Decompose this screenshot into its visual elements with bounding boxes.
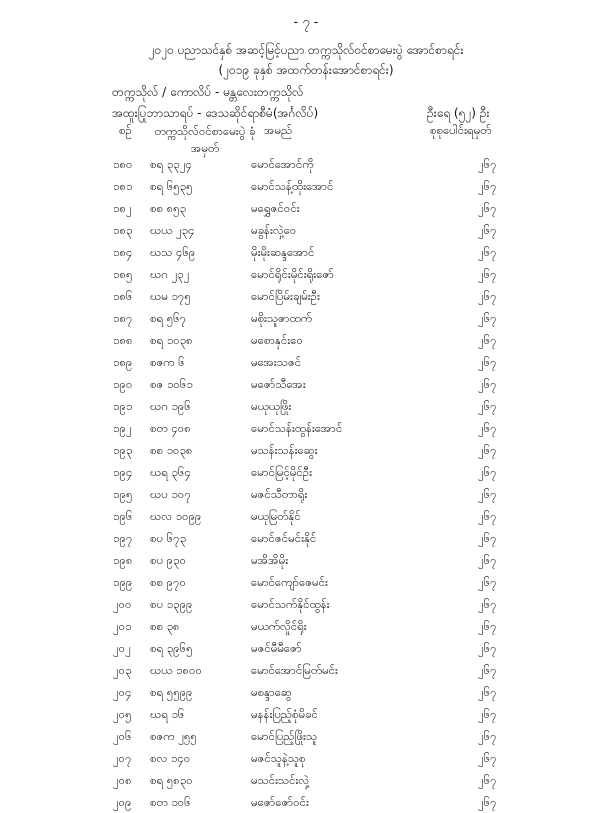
table-row <box>0 483 612 505</box>
table-row <box>0 307 612 329</box>
name-cell: မောင်သန်းထွန်းအောင် <box>251 421 343 435</box>
total-marks-cell: ၂၆၇ <box>478 509 497 523</box>
name-cell: မစောနှင်းဝေ <box>251 333 303 347</box>
serial-cell: ၁၈၂ <box>113 201 132 215</box>
name-cell: မရွှေဇင်ဝင်း <box>251 201 300 215</box>
roll-number-cell: စလ ၁၄၀ <box>150 751 191 765</box>
serial-cell: ၁၉၄ <box>113 465 133 479</box>
roll-number-cell: ဃဂ ၂၃၂ <box>150 267 190 281</box>
table-row <box>0 373 612 395</box>
serial-cell: ၁၈၀ <box>113 157 133 171</box>
roll-number-cell: စပ ၁၃၉၉ <box>150 597 193 611</box>
table-row <box>0 637 612 659</box>
total-marks-cell: ၂၆၇ <box>478 443 497 457</box>
serial-cell: ၁၈၈ <box>113 333 133 347</box>
page-number: - ၇ - <box>293 15 319 30</box>
name-cell: မသင်းသင်းလှဲ့ <box>251 773 310 787</box>
table-row <box>0 725 612 747</box>
name-cell: မဇော်သီအေး <box>251 377 306 391</box>
name-cell: မစိုးသူဇာထက် <box>251 311 313 325</box>
table-row <box>0 241 612 263</box>
serial-cell: ၁၉၂ <box>113 421 132 435</box>
roll-number-cell: စဇက ၂၅၅ <box>150 729 197 743</box>
roll-number-cell: ဃလ ၁၀၉၉ <box>150 509 202 523</box>
table-row <box>0 615 612 637</box>
serial-cell: ၁၈၁ <box>113 179 133 193</box>
total-marks-cell: ၂၆၇ <box>478 531 497 545</box>
table-row <box>0 549 612 571</box>
name-cell: မအိအိမိုး <box>251 553 289 567</box>
major-subject-line: အထူးပြုဘာသာရပ် - ဒေသဆိုင်ရာစီမံ(အင်္ဂလိပ်) <box>112 106 319 120</box>
roll-number-cell: စရ ၃၃၂၄ <box>150 157 192 171</box>
name-cell: မခွန်းလှဲ့ဝေ <box>251 223 297 237</box>
roll-number-cell: စစ ၉၇၀ <box>150 575 186 589</box>
name-cell: မောင်ပြိမ်းချမ်းဦး <box>251 289 320 303</box>
table-row <box>0 153 612 175</box>
serial-cell: ၂၀၀ <box>113 597 132 611</box>
table-row <box>0 175 612 197</box>
name-cell: မဇော်ဇော်ဝင်း <box>251 795 309 809</box>
total-marks-cell: ၂၆၇ <box>478 575 497 589</box>
name-cell: မောင်ပြည့်ဖြိုးသူ <box>251 729 318 743</box>
roll-number-cell: ဃရ ၃၆၄ <box>150 465 191 479</box>
header-serial: စဉ် <box>119 123 132 137</box>
roll-number-cell: စစ ၃၈ <box>150 619 180 633</box>
name-cell: မောင်မြင့်မိုင်ဦး <box>251 465 313 479</box>
table-row <box>0 681 612 703</box>
total-marks-cell: ၂၆၇ <box>478 377 497 391</box>
total-marks-cell: ၂၆၇ <box>478 421 497 435</box>
total-marks-cell: ၂၆၇ <box>478 399 497 413</box>
total-marks-cell: ၂၆၇ <box>478 245 497 259</box>
serial-cell: ၂၀၆ <box>113 729 132 743</box>
roll-number-cell: စပ ၉၃၀ <box>150 553 187 567</box>
roll-number-cell: စရ ၆၅၃၅ <box>150 179 193 193</box>
table-row <box>0 263 612 285</box>
total-marks-cell: ၂၆၇ <box>478 597 497 611</box>
table-row <box>0 703 612 725</box>
roll-number-cell: စရ ၅၆၇ <box>150 311 187 325</box>
serial-cell: ၂၀၂ <box>113 641 131 655</box>
roll-number-cell: ဃယ ၁၈၀၀ <box>150 663 203 677</box>
serial-cell: ၁၉၃ <box>113 443 133 457</box>
table-row <box>0 395 612 417</box>
total-marks-cell: ၂၆၇ <box>478 751 497 765</box>
name-cell: မနန်းပြည့်စုံမိခင် <box>251 707 318 721</box>
document-subtitle-year: (၂၀၁၉ ခုနှစ် အထက်တန်းအောင်စာရင်း) <box>218 63 394 77</box>
name-cell: မောင်အောင်မြတ်မင်း <box>251 663 338 677</box>
table-row <box>0 527 612 549</box>
table-row <box>0 197 612 219</box>
table-row <box>0 659 612 681</box>
table-row <box>0 219 612 241</box>
total-marks-cell: ၂၆၇ <box>478 333 497 347</box>
name-cell: မဇင်သီတာရိုး <box>251 487 308 501</box>
serial-cell: ၁၈၅ <box>113 267 133 281</box>
roll-number-cell: စရ ၅၈၃၀ <box>150 773 193 787</box>
table-row <box>0 417 612 439</box>
total-marks-cell: ၂၆၇ <box>478 773 497 787</box>
name-cell: မသန်းသန်းဆွေး <box>251 443 318 457</box>
header-name: အမည် <box>264 123 293 137</box>
roll-number-cell: ဃသ ၄၆၉ <box>150 245 196 259</box>
header-total-marks: စုစုပေါင်းရမှတ် <box>430 123 492 137</box>
total-marks-cell: ၂၆၇ <box>478 619 497 633</box>
serial-cell: ၂၀၃ <box>113 663 132 677</box>
name-cell: မောင်အောင်ကို <box>251 157 314 171</box>
table-row <box>0 791 612 813</box>
roll-number-cell: စစ ၈၅၃ <box>150 201 187 215</box>
table-row <box>0 571 612 593</box>
roll-number-cell: စတ ၄၀၈ <box>150 421 191 435</box>
serial-cell: ၁၈၇ <box>113 311 133 325</box>
table-row <box>0 439 612 461</box>
total-marks-cell: ၂၆၇ <box>478 465 497 479</box>
roll-number-cell: စတ ၁၀၆ <box>150 795 191 809</box>
serial-cell: ၂၀၅ <box>113 707 132 721</box>
serial-cell: ၁၉၉ <box>113 575 133 589</box>
roll-number-cell: ဃမ ၁၇၅ <box>150 289 191 303</box>
name-cell: မဇင်မီမီဇော် <box>251 641 302 655</box>
table-row <box>0 505 612 527</box>
table-row <box>0 461 612 483</box>
results-list <box>0 153 612 813</box>
roll-number-cell: ဃယ ၂၃၄ <box>150 223 195 237</box>
table-row <box>0 329 612 351</box>
serial-cell: ၁၈၆ <box>113 289 133 303</box>
roll-number-cell: စဇက ၆ <box>150 355 185 369</box>
total-count: ဦးရေ (၅၂) ဦး <box>427 106 490 120</box>
name-cell: မိုးမိုးဆန္ဒအောင် <box>251 245 315 259</box>
total-marks-cell: ၂၆၇ <box>478 267 497 281</box>
name-cell: မောင်သန့်ထိုးအောင် <box>251 179 334 193</box>
roll-number-cell: စရ ၁၀၃၈ <box>150 333 193 347</box>
serial-cell: ၂၀၉ <box>113 795 132 809</box>
total-marks-cell: ၂၆၇ <box>478 487 497 501</box>
total-marks-cell: ၂၆၇ <box>478 641 497 655</box>
serial-cell: ၁၈၄ <box>113 245 133 259</box>
serial-cell: ၁၈၃ <box>113 223 133 237</box>
total-marks-cell: ၂၆၇ <box>478 663 497 677</box>
university-line: တက္ကသိုလ် / ကောလိပ် - မန္တလေးတက္ကသိုလ် <box>112 85 304 99</box>
document-title: ၂၀၂၀ ပညာသင်နှစ် အဆင့်မြင့်ပညာ တက္ကသိုလ်ဝင်စာမေးပွဲ အောင်စာရင်း <box>148 43 464 57</box>
table-row <box>0 285 612 307</box>
total-marks-cell: ၂၆၇ <box>478 289 497 303</box>
serial-cell: ၁၉၀ <box>113 377 133 391</box>
total-marks-cell: ၂၆၇ <box>478 553 497 567</box>
roll-number-cell: စပ ၆၇၃ <box>150 531 187 545</box>
serial-cell: ၂၀၈ <box>113 773 132 787</box>
name-cell: မောင်ကျော်ဇေမင်း <box>251 575 328 589</box>
table-row <box>0 769 612 791</box>
name-cell: မောင်ဇင်မင်းနိုင် <box>251 531 317 545</box>
serial-cell: ၂၀၁ <box>113 619 132 633</box>
name-cell: မယုမြတ်နိုင် <box>251 509 301 523</box>
roll-number-cell: စစ ၁၀၃၈ <box>150 443 193 457</box>
total-marks-cell: ၂၆၇ <box>478 201 497 215</box>
serial-cell: ၂၀၇ <box>113 751 132 765</box>
total-marks-cell: ၂၆၇ <box>478 179 497 193</box>
serial-cell: ၂၀၄ <box>113 685 132 699</box>
total-marks-cell: ၂၆၇ <box>478 685 497 699</box>
serial-cell: ၁၉၈ <box>113 553 133 567</box>
name-cell: မယက်လှိုင်ရိုး <box>251 619 307 633</box>
serial-cell: ၁၉၅ <box>113 487 133 501</box>
serial-cell: ၁၉၁ <box>113 399 133 413</box>
roll-number-cell: စရ ၅၅၉၉ <box>150 685 193 699</box>
table-row <box>0 593 612 615</box>
total-marks-cell: ၂၆၇ <box>478 795 497 809</box>
serial-cell: ၁၈၉ <box>113 355 133 369</box>
total-marks-cell: ၂၆၇ <box>478 355 497 369</box>
table-row <box>0 351 612 373</box>
name-cell: မယုယုဖြိုး <box>251 399 292 413</box>
name-cell: မအေးသဇင် <box>251 355 302 369</box>
table-row <box>0 747 612 769</box>
total-marks-cell: ၂၆၇ <box>478 157 497 171</box>
total-marks-cell: ၂၆၇ <box>478 707 497 721</box>
roll-number-cell: ဃရ ၁၆ <box>150 707 185 721</box>
serial-cell: ၁၉၆ <box>113 509 133 523</box>
name-cell: မစန္ဒာဆွေ <box>251 685 292 699</box>
name-cell: မောင်သက်နိုင်ထွန်း <box>251 597 330 611</box>
header-roll-number: တက္ကသိုလ်ဝင်စာမေးပွဲ ခုံအမှတ် <box>154 124 256 155</box>
name-cell: မောင်ရိုင်းမိုင်းရိုးဇော် <box>251 267 335 281</box>
total-marks-cell: ၂၆၇ <box>478 311 497 325</box>
roll-number-cell: ဃဂ ၁၉၆ <box>150 399 191 413</box>
roll-number-cell: ဃပ ၁၀၇ <box>150 487 191 501</box>
total-marks-cell: ၂၆၇ <box>478 223 497 237</box>
name-cell: မဇင်သူနဲ့သူစု <box>251 751 306 765</box>
total-marks-cell: ၂၆၇ <box>478 729 497 743</box>
roll-number-cell: စဇ ၁၀၆၁ <box>150 377 193 391</box>
serial-cell: ၁၉၇ <box>113 531 133 545</box>
roll-number-cell: စရ ၃၉၆၅ <box>150 641 193 655</box>
